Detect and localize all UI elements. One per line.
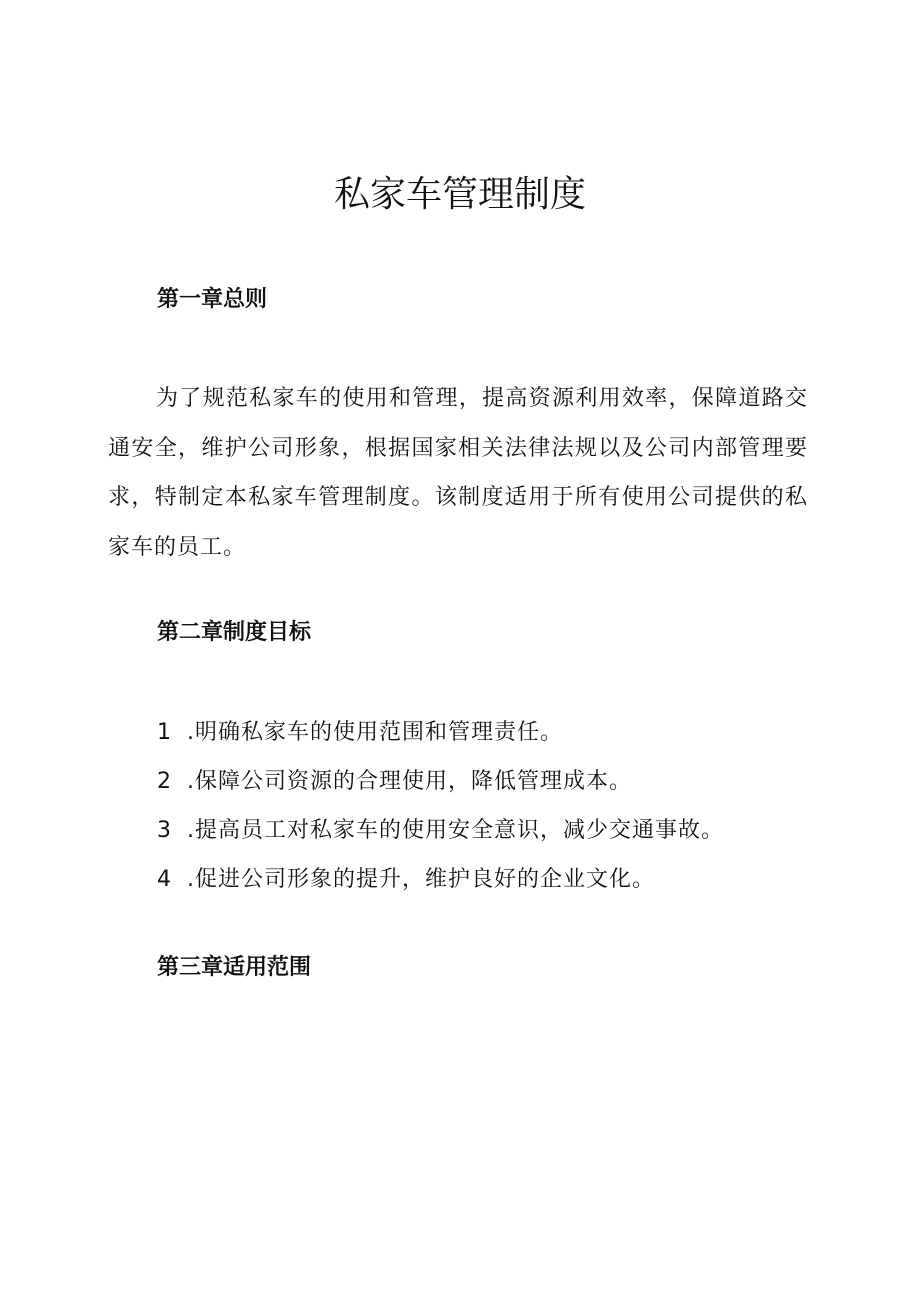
chapter-2-heading: 第二章制度目标 <box>157 620 312 645</box>
list-item-number: 2 <box>157 769 172 794</box>
list-item <box>157 708 724 757</box>
list-item-text: .提高员工对私家车的使用安全意识，减少交通事故。 <box>187 818 724 843</box>
list-item-number: 1 <box>157 720 172 745</box>
chapter-1-heading: 第一章总则 <box>157 287 268 312</box>
list-item-text: .促进公司形象的提升，维护良好的企业文化。 <box>187 867 655 892</box>
list-item <box>157 855 724 904</box>
document-title: 私家车管理制度 <box>333 174 586 215</box>
goal-list <box>157 708 724 904</box>
list-item <box>157 806 724 855</box>
list-item-text: .明确私家车的使用范围和管理责任。 <box>187 720 563 745</box>
list-item <box>157 757 724 806</box>
list-item-number: 4 <box>157 867 172 892</box>
list-item-text: .保障公司资源的合理使用，降低管理成本。 <box>187 769 632 794</box>
chapter-3-heading: 第三章适用范围 <box>157 955 312 980</box>
list-item-number: 3 <box>157 818 172 843</box>
chapter-1-paragraph: 为了规范私家车的使用和管理，提高资源利用效率，保障道路交通安全，维护公司形象，根据国家相关法律法规以及公司内部管理要求，特制定本私家车管理制度。该制度适用于所有使用公司提供的私家车的员工。 <box>108 386 808 560</box>
